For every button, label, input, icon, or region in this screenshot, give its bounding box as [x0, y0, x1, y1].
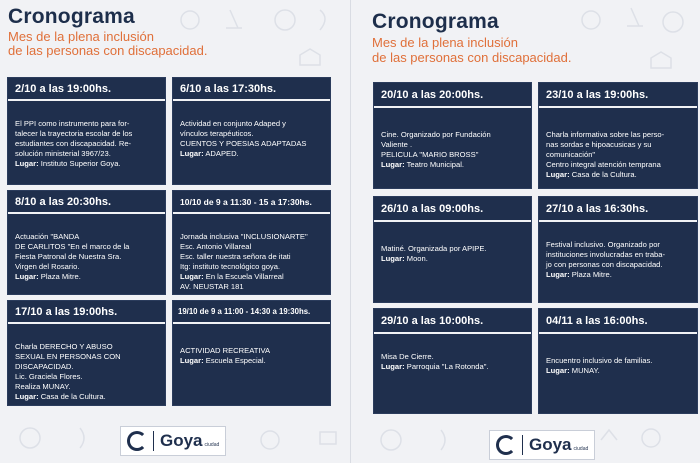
- event-location-label: Lugar:: [381, 160, 405, 169]
- goya-logo-subtext: ciudad: [204, 442, 220, 448]
- event-location: ADAPED.: [205, 149, 239, 158]
- event-description: Matiné. Organizada por APIPE.: [381, 244, 487, 253]
- goya-logo-subtext: ciudad: [573, 446, 589, 452]
- event-location: Casa de la Cultura.: [571, 170, 637, 179]
- event-date: 10/10 de 9 a 11:30 - 15 a 17:30hs.: [173, 191, 330, 214]
- event-location: Plaza Mitre.: [40, 272, 81, 281]
- event-card: [538, 82, 698, 189]
- event-description: ACTIVIDAD RECREATIVA: [180, 346, 271, 355]
- goya-logo-icon: [127, 431, 147, 451]
- event-location-label: Lugar:: [381, 254, 405, 263]
- event-card: [538, 196, 698, 303]
- event-location: Moon.: [406, 254, 428, 263]
- event-location: En la Escuela Villarreal AV. NEUSTAR 181: [180, 272, 284, 291]
- event-card: [7, 190, 166, 295]
- event-description: Cine. Organizado por Fundación Valiente . PELICULA "MARIO BROSS": [381, 130, 491, 159]
- event-date: 27/10 a las 16:30hs.: [539, 197, 697, 222]
- event-location-label: Lugar:: [180, 272, 204, 281]
- event-card: [538, 308, 698, 414]
- page-subtitle-line-1: Mes de la plena inclusión: [8, 29, 154, 44]
- event-description: Actividad en conjunto Adaped y vínculos terapéuticos. CUENTOS Y POESIAS ADAPTADAS: [180, 119, 307, 148]
- event-details: [539, 336, 697, 390]
- page-subtitle-line-2: de las personas con discapacidad.: [372, 50, 572, 65]
- event-location-label: Lugar:: [546, 170, 570, 179]
- event-description: Actuación "BANDA DE CARLITOS "En el marco de la Fiesta Patronal de Nuestra Sra. Virgen del Rosario.: [15, 232, 130, 271]
- event-location: Casa de la Cultura.: [40, 392, 106, 401]
- event-location: Plaza Mitre.: [571, 270, 612, 279]
- page-title: Cronograma: [372, 10, 499, 33]
- event-date: 29/10 a las 10:00hs.: [374, 309, 531, 334]
- event-card: [373, 308, 532, 414]
- event-card: [172, 300, 331, 406]
- event-location-label: Lugar:: [15, 272, 39, 281]
- event-location-label: Lugar:: [180, 356, 204, 365]
- event-details: [8, 103, 165, 184]
- event-date: 04/11 a las 16:00hs.: [539, 309, 697, 334]
- event-details: [539, 224, 697, 294]
- event-details: [8, 326, 165, 405]
- event-card: [172, 190, 331, 295]
- event-date: 2/10 a las 19:00hs.: [8, 78, 165, 101]
- event-details: [173, 103, 330, 184]
- event-card: [172, 77, 331, 185]
- page-title: Cronograma: [8, 5, 135, 28]
- goya-logo: [120, 426, 226, 456]
- event-date: 26/10 a las 09:00hs.: [374, 197, 531, 222]
- event-description: Misa De Cierre.: [381, 352, 434, 361]
- event-location: Instituto Superior Goya.: [40, 159, 121, 168]
- event-date: 23/10 a las 19:00hs.: [539, 83, 697, 108]
- event-details: [374, 110, 531, 184]
- event-card: [7, 300, 166, 406]
- event-description: Charla informativa sobre las perso- nas sordas e hipoacusicas y su comunicación" Centro integral atención temprana: [546, 130, 665, 169]
- event-description: El PPI como instrumento para for- talecer la trayectoria escolar de los estudiantes con discapacidad. Re- solución ministerial 3967/23.: [15, 119, 133, 158]
- event-details: [374, 336, 531, 386]
- event-details: [173, 216, 330, 294]
- right-page: [350, 0, 700, 463]
- event-description: Festival inclusivo. Organizado por instituciones involucradas en traba- jo con personas con discapacidad.: [546, 240, 666, 269]
- event-details: [539, 110, 697, 194]
- event-card: [373, 196, 532, 303]
- event-description: Encuentro inclusivo de familias.: [546, 356, 653, 365]
- event-date: 6/10 a las 17:30hs.: [173, 78, 330, 101]
- goya-logo-icon: [496, 435, 516, 455]
- goya-logo: [489, 430, 595, 460]
- event-details: [8, 216, 165, 294]
- event-card: [7, 77, 166, 185]
- event-location-label: Lugar:: [15, 392, 39, 401]
- event-location-label: Lugar:: [180, 149, 204, 158]
- event-date: 19/10 de 9 a 11:00 - 14:30 a 19:30hs.: [173, 301, 330, 324]
- event-description: Charla DERECHO Y ABUSO SEXUAL EN PERSONAS CON DISCAPACIDAD. Lic. Graciela Flores. Realiza MUNAY.: [15, 342, 121, 391]
- event-card: [373, 82, 532, 189]
- event-details: [374, 224, 531, 278]
- goya-logo-text: Goya: [160, 431, 203, 450]
- event-date: 8/10 a las 20:30hs.: [8, 191, 165, 214]
- event-location: MUNAY.: [571, 366, 600, 375]
- page-subtitle-line-2: de las personas con discapacidad.: [8, 43, 208, 58]
- event-location: Escuela Especial.: [205, 356, 266, 365]
- event-location-label: Lugar:: [15, 159, 39, 168]
- event-location-label: Lugar:: [546, 270, 570, 279]
- event-description: Jornada inclusiva "INCLUSIONARTE" Esc. Antonio Villareal Esc. taller nuestra señora de itati Itg: instituto tecnológico goya.: [180, 232, 308, 271]
- event-location-label: Lugar:: [546, 366, 570, 375]
- goya-logo-text: Goya: [529, 435, 572, 454]
- event-details: [173, 326, 330, 380]
- event-date: 17/10 a las 19:00hs.: [8, 301, 165, 324]
- event-location-label: Lugar:: [381, 362, 405, 371]
- page-subtitle-line-1: Mes de la plena inclusión: [372, 35, 518, 50]
- event-location: Parroquia "La Rotonda".: [406, 362, 489, 371]
- event-date: 20/10 a las 20:00hs.: [374, 83, 531, 108]
- event-location: Teatro Municipal.: [406, 160, 465, 169]
